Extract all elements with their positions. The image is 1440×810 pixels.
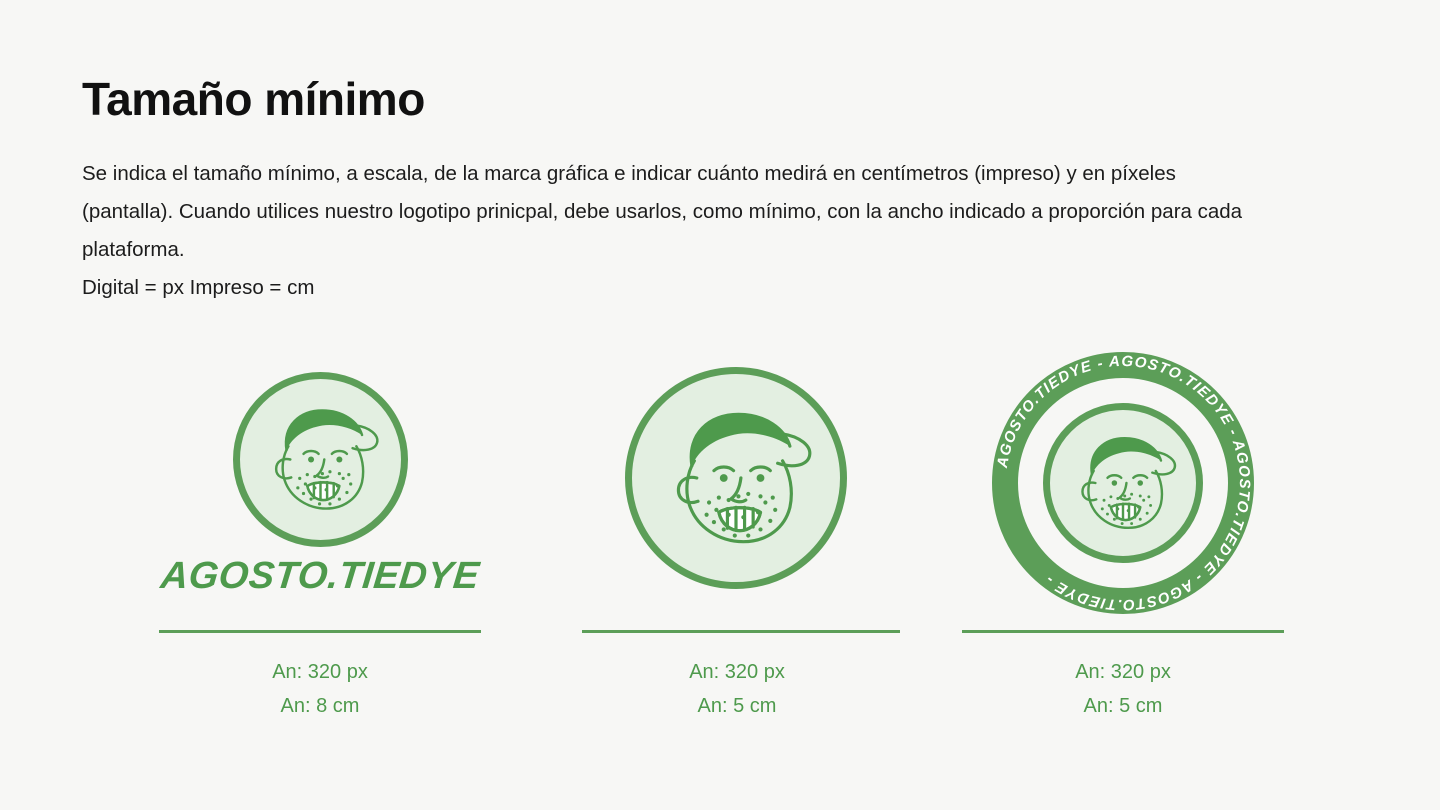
logo-wordmark: AGOSTO.TIEDYE xyxy=(158,555,482,597)
description-paragraph-2: Digital = px Impreso = cm xyxy=(82,276,315,299)
divider-rule xyxy=(582,630,900,633)
mascot-face-icon xyxy=(1054,414,1192,552)
measure-px: An: 320 px xyxy=(1075,661,1171,683)
measure-cm: An: 5 cm xyxy=(1083,695,1163,717)
logo-measurements xyxy=(958,655,1288,723)
divider-rule xyxy=(962,630,1284,633)
logo-specimen-ring-text xyxy=(958,352,1288,755)
measure-px: An: 320 px xyxy=(272,661,368,683)
logo-specimen-row xyxy=(0,352,1440,755)
logo-mark-area xyxy=(572,355,902,615)
logo-measurements xyxy=(155,655,485,723)
measure-cm: An: 8 cm xyxy=(280,695,360,717)
description-paragraph-1: Se indica el tamaño mínimo, a escala, de la marca gráfica e indicar cuánto medirá en centímetros (impreso) y en píxeles (pantalla). Cuando utilices nuestro logotipo prinicpal, debe usarlos, como mínimo, con la ancho indicado a proporción para cada plataforma. xyxy=(82,162,1243,261)
page-title: Tamaño mínimo xyxy=(82,73,425,125)
logo-measurements xyxy=(572,655,902,723)
mascot-face-icon xyxy=(638,380,834,576)
measure-px: An: 320 px xyxy=(689,661,785,683)
mascot-face-icon xyxy=(245,384,396,535)
measure-cm: An: 5 cm xyxy=(697,695,777,717)
divider-rule xyxy=(159,630,481,633)
logo-specimen-horizontal-lockup xyxy=(155,355,485,755)
page-description xyxy=(82,155,1262,307)
ring-text-label: AGOSTO.TIEDYE - AGOSTO.TIEDYE - AGOSTO.TIEDYE - AGOSTO.TIEDYE - xyxy=(993,352,1254,614)
logo-mark-area xyxy=(958,352,1288,615)
logo-specimen-emblem-only xyxy=(572,355,902,755)
